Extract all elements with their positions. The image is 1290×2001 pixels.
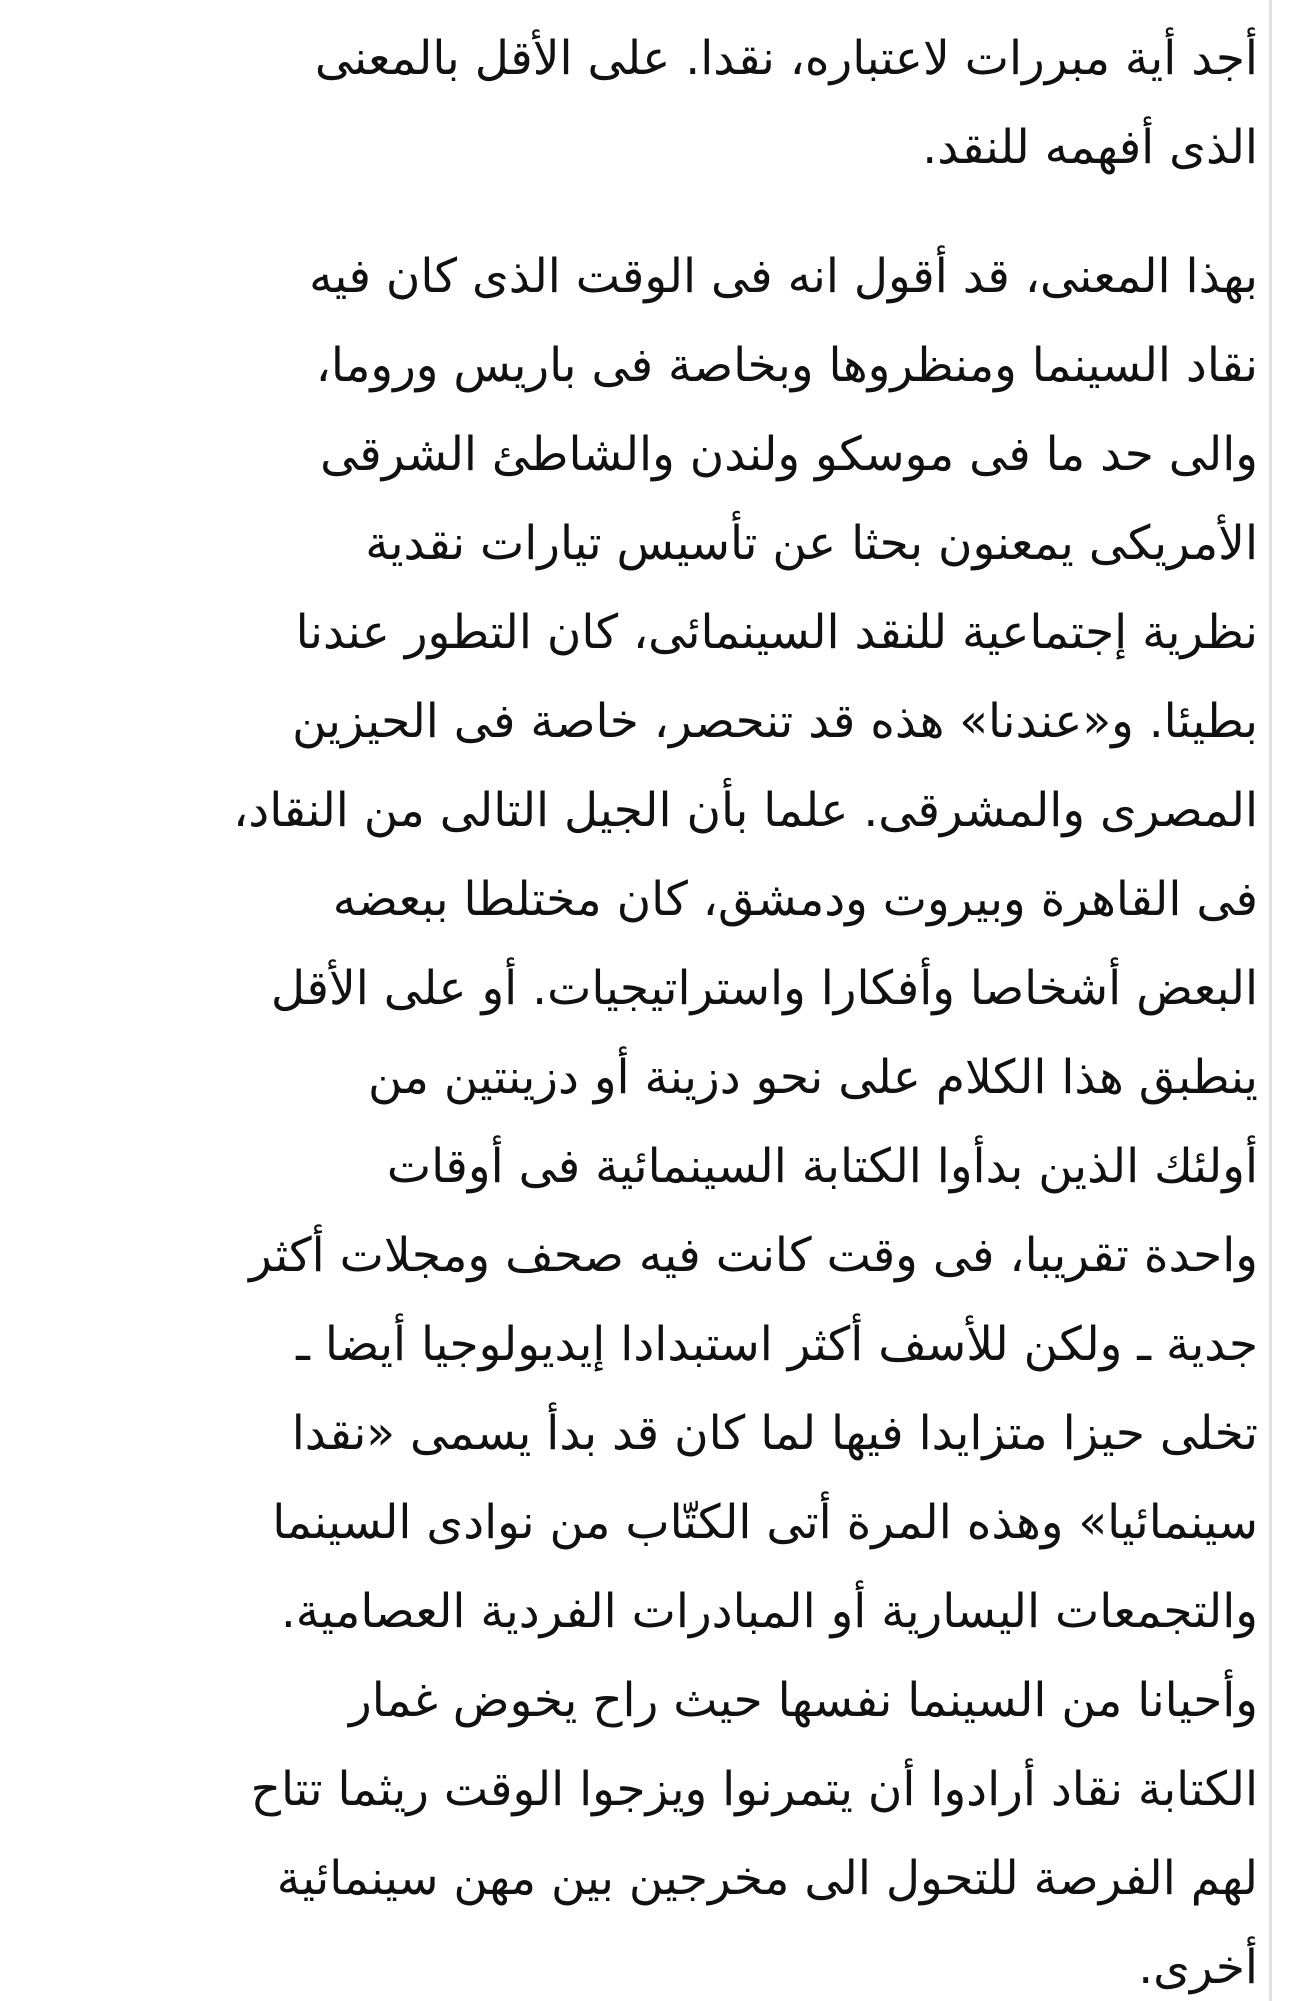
- text-line: نظرية إجتماعية للنقد السينمائى، كان التطور عندنا: [295, 605, 1258, 660]
- article-paragraph-1: [48, 14, 1258, 192]
- text-line: سينمائيا» وهذه المرة أتى الكتّاب من نوادى السينما: [272, 1495, 1258, 1550]
- text-line: لهم الفرصة للتحول الى مخرجين بين مهن سينمائية: [276, 1851, 1258, 1906]
- text-line: الكتابة نقاد أرادوا أن يتمرنوا ويزجوا الوقت ريثما تتاح: [250, 1762, 1258, 1817]
- text-line: تخلى حيزا متزايدا فيها لما كان قد بدأ يسمى «نقدا: [291, 1406, 1258, 1461]
- text-line: أخرى.: [1138, 1940, 1258, 1995]
- text-line: أولئك الذين بدأوا الكتابة السينمائية فى أوقات: [386, 1139, 1258, 1194]
- text-line: بطيئا. و«عندنا» هذه قد تنحصر، خاصة فى الحيزين: [292, 694, 1258, 749]
- text-line: جدية ـ ولكن للأسف أكثر استبدادا إيديولوجيا أيضا ـ: [296, 1317, 1258, 1372]
- text-line: والتجمعات اليسارية أو المبادرات الفردية العصامية.: [280, 1584, 1258, 1639]
- text-line: بهذا المعنى، قد أقول انه فى الوقت الذى كان فيه: [309, 249, 1258, 304]
- text-line: الأمريكى يمعنون بحثا عن تأسيس تيارات نقدية: [365, 516, 1258, 571]
- text-line: المصرى والمشرقى. علما بأن الجيل التالى من النقاد،: [233, 783, 1258, 838]
- page-edge-divider: [1269, 0, 1272, 2001]
- article-paragraph-2: [48, 232, 1258, 2001]
- text-line: فى القاهرة وبيروت ودمشق، كان مختلطا ببعضه: [332, 872, 1258, 927]
- text-line: وأحيانا من السينما نفسها حيث راح يخوض غمار: [349, 1673, 1258, 1728]
- text-line: ينطبق هذا الكلام على نحو دزينة أو دزينتين من: [367, 1050, 1258, 1105]
- text-line: الذى أفهمه للنقد.: [922, 120, 1258, 175]
- text-line: والى حد ما فى موسكو ولندن والشاطئ الشرقى: [320, 427, 1258, 482]
- text-line: أجد أية مبررات لاعتباره، نقدا. على الأقل بالمعنى: [314, 31, 1258, 86]
- text-line: نقاد السينما ومنظروها وبخاصة فى باريس وروما،: [315, 338, 1258, 393]
- text-line: البعض أشخاصا وأفكارا واستراتيجيات. أو على الأقل: [270, 961, 1258, 1016]
- text-line: واحدة تقريبا، فى وقت كانت فيه صحف ومجلات أكثر: [249, 1228, 1258, 1283]
- article-body: [48, 14, 1258, 2001]
- scrollbar[interactable]: [1274, 0, 1290, 2001]
